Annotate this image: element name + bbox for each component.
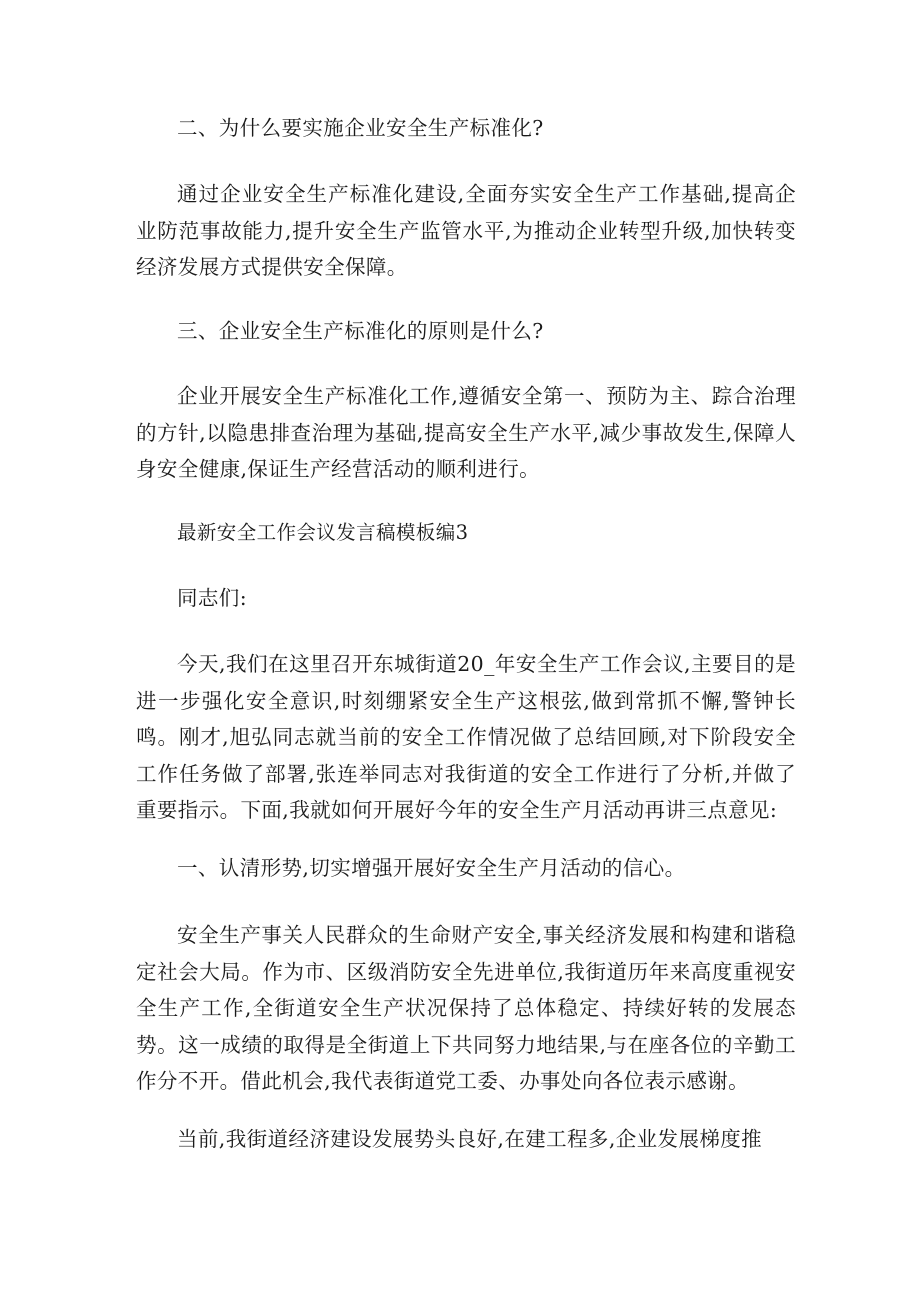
- speech-greeting: 同志们:: [177, 586, 248, 610]
- point-heading-1: 一、认清形势,切实增强开展好安全生产月活动的信心。: [177, 856, 686, 880]
- section-heading-why: 二、为什么要实施企业安全生产标准化?: [177, 116, 544, 140]
- speech-title: 最新安全工作会议发言稿模板编3: [177, 521, 469, 544]
- paragraph-intro: 今天,我们在这里召开东城街道20_年安全生产工作会议,主要目的是进一步强化安全意识,时刻绷紧安全生产这根弦,做到常抓不懈,警钟长鸣。刚才,旭弘同志就当前的安全工作情况做了总结回顾,对下阶段安全工作任务做了部署,张连举同志对我街道的安全工作进行了分析,并做了重要指示。下面,我就如何开展好今年的安全生产月活动再讲三点意见:: [136, 652, 796, 822]
- paragraph-point-1: 安全生产事关人民群众的生命财产安全,事关经济发展和构建和谐稳定社会大局。作为市、区级消防安全先进单位,我街道历年来高度重视安全生产工作,全街道安全生产状况保持了总体稳定、持续好转的发展态势。这一成绩的取得是全街道上下共同努力地结果,与在座各位的辛勤工作分不开。借此机会,我代表街道党工委、办事处向各位表示感谢。: [136, 923, 796, 1093]
- paragraph-principles-body: 企业开展安全生产标准化工作,遵循安全第一、预防为主、踪合治理的方针,以隐患排查治理为基础,提高安全生产水平,减少事故发生,保障人身安全健康,保证生产经营活动的顺利进行。: [136, 384, 796, 481]
- section-heading-principles: 三、企业安全生产标准化的原则是什么?: [177, 319, 544, 343]
- paragraph-why-body: 通过企业安全生产标准化建设,全面夯实安全生产工作基础,提高企业防范事故能力,提升安全生产监管水平,为推动企业转型升级,加快转变经济发展方式提供安全保障。: [136, 182, 796, 279]
- paragraph-current: 当前,我街道经济建设发展势头良好,在建工程多,企业发展梯度推: [177, 1127, 763, 1151]
